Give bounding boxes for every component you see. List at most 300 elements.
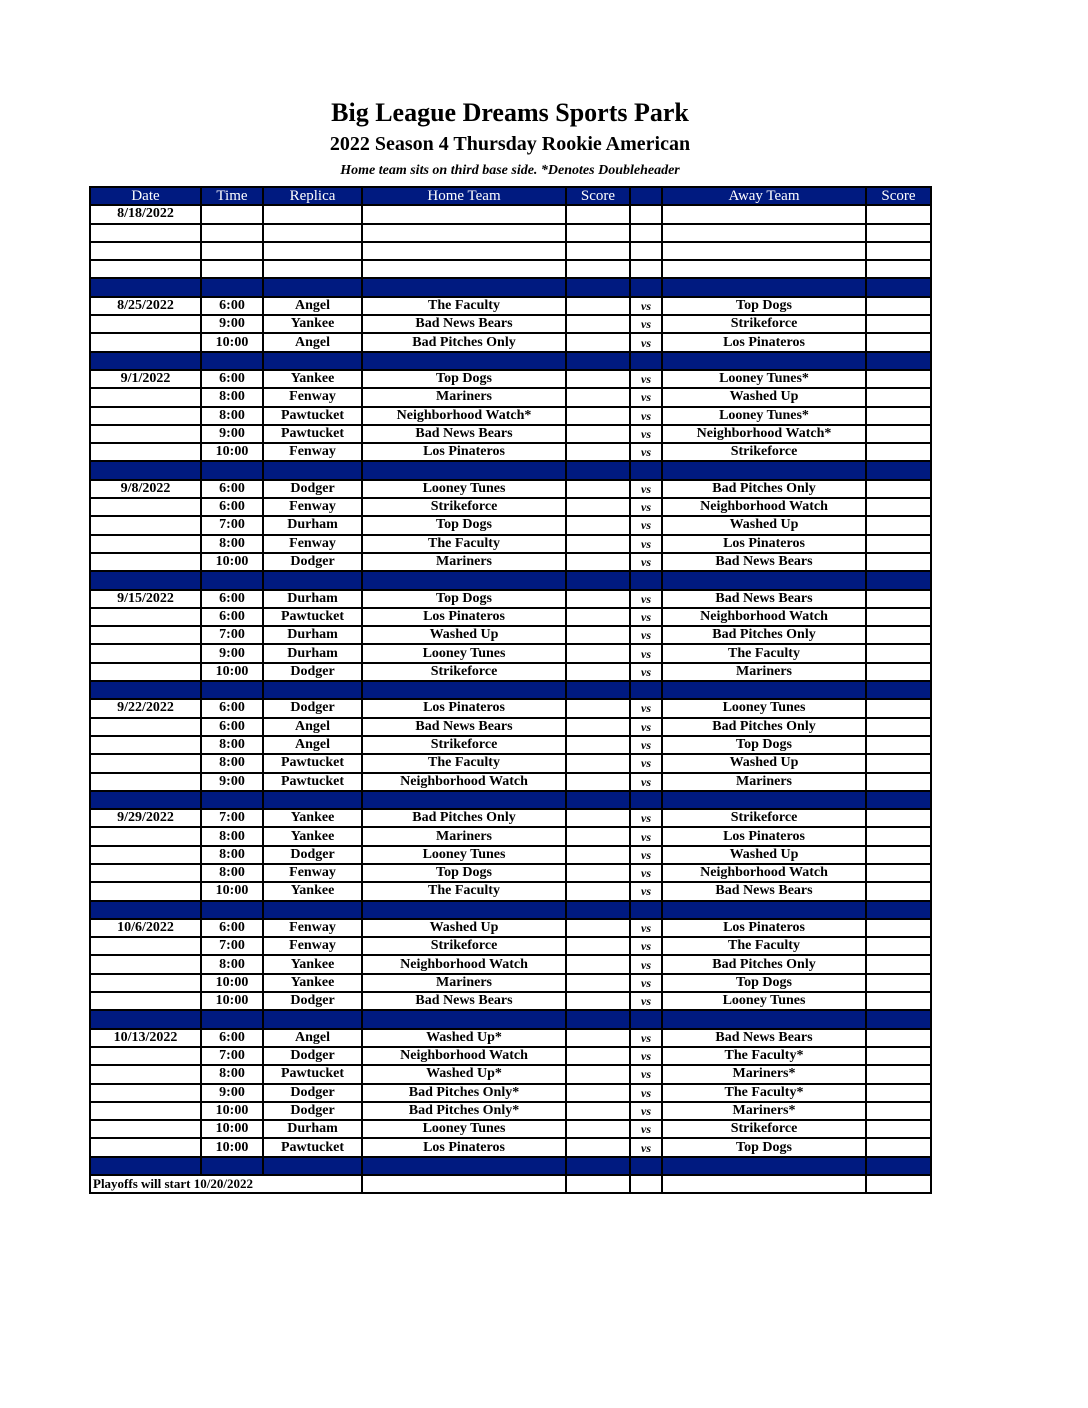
separator-cell <box>362 1157 566 1175</box>
table-row <box>90 535 931 553</box>
week-separator <box>90 571 931 589</box>
away-team-cell: Bad Pitches Only <box>662 718 866 736</box>
empty-cell <box>362 205 566 223</box>
separator-cell <box>263 901 362 919</box>
away-score-cell <box>866 333 931 351</box>
home-team-cell: The Faculty <box>362 882 566 900</box>
table-row <box>90 388 931 406</box>
week-separator <box>90 1157 931 1175</box>
empty-cell <box>662 205 866 223</box>
table-row <box>90 516 931 534</box>
empty-cell <box>662 1175 866 1193</box>
time-cell: 6:00 <box>201 699 263 717</box>
away-score-cell <box>866 846 931 864</box>
time-cell: 8:00 <box>201 955 263 973</box>
time-cell: 10:00 <box>201 1102 263 1120</box>
home-score-cell <box>566 443 630 461</box>
separator-cell <box>662 571 866 589</box>
time-cell: 6:00 <box>201 919 263 937</box>
home-score-cell <box>566 882 630 900</box>
time-cell: 6:00 <box>201 297 263 315</box>
home-score-cell <box>566 315 630 333</box>
separator-cell <box>263 571 362 589</box>
separator-cell <box>362 571 566 589</box>
vs-cell: vs <box>630 1120 662 1138</box>
vs-cell: vs <box>630 864 662 882</box>
away-score-cell <box>866 1065 931 1083</box>
date-cell: 9/1/2022 <box>90 370 201 388</box>
date-cell <box>90 224 201 242</box>
separator-cell <box>362 352 566 370</box>
separator-cell <box>866 571 931 589</box>
vs-cell: vs <box>630 1102 662 1120</box>
time-cell: 9:00 <box>201 644 263 662</box>
home-score-cell <box>566 919 630 937</box>
separator-cell <box>866 901 931 919</box>
date-cell: 8/25/2022 <box>90 297 201 315</box>
week-separator <box>90 681 931 699</box>
replica-cell: Fenway <box>263 388 362 406</box>
time-cell: 6:00 <box>201 718 263 736</box>
away-team-cell: The Faculty* <box>662 1047 866 1065</box>
away-team-cell: Washed Up <box>662 516 866 534</box>
date-cell <box>90 882 201 900</box>
vs-cell: vs <box>630 919 662 937</box>
away-score-cell <box>866 882 931 900</box>
time-cell: 7:00 <box>201 937 263 955</box>
away-team-cell: Strikeforce <box>662 1120 866 1138</box>
date-cell <box>90 425 201 443</box>
time-cell: 9:00 <box>201 315 263 333</box>
separator-cell <box>662 461 866 479</box>
home-score-cell <box>566 1047 630 1065</box>
home-team-cell: Washed Up <box>362 626 566 644</box>
replica-cell: Fenway <box>263 443 362 461</box>
date-cell <box>90 516 201 534</box>
vs-cell: vs <box>630 297 662 315</box>
separator-cell <box>201 461 263 479</box>
replica-cell: Yankee <box>263 827 362 845</box>
home-score-cell <box>566 827 630 845</box>
vs-cell: vs <box>630 644 662 662</box>
away-team-cell: Looney Tunes* <box>662 407 866 425</box>
separator-cell <box>263 1010 362 1028</box>
away-score-cell <box>866 626 931 644</box>
home-team-cell: Los Pinateros <box>362 608 566 626</box>
away-score-cell <box>866 590 931 608</box>
away-score-cell <box>866 535 931 553</box>
schedule-note: Home team sits on third base side. *Denotes Doubleheader <box>340 163 680 178</box>
vs-cell: vs <box>630 608 662 626</box>
date-cell <box>90 864 201 882</box>
playoffs-note: Playoffs will start 10/20/2022 <box>90 1175 362 1193</box>
separator-cell <box>566 571 630 589</box>
away-team-cell: Los Pinateros <box>662 827 866 845</box>
replica-cell: Angel <box>263 297 362 315</box>
week-separator <box>90 791 931 809</box>
home-score-cell <box>566 407 630 425</box>
empty-cell <box>566 1175 630 1193</box>
empty-cell <box>201 205 263 223</box>
date-cell <box>90 773 201 791</box>
date-cell <box>90 1084 201 1102</box>
table-row <box>90 205 931 223</box>
table-row <box>90 242 931 260</box>
home-score-cell <box>566 1120 630 1138</box>
home-team-cell: Bad News Bears <box>362 425 566 443</box>
replica-cell: Yankee <box>263 370 362 388</box>
date-cell <box>90 443 201 461</box>
away-team-cell: Mariners <box>662 773 866 791</box>
week-separator <box>90 901 931 919</box>
table-row <box>90 663 931 681</box>
home-score-cell <box>566 846 630 864</box>
date-cell <box>90 553 201 571</box>
home-score-cell <box>566 1029 630 1047</box>
away-score-cell <box>866 388 931 406</box>
date-cell: 9/22/2022 <box>90 699 201 717</box>
away-score-cell <box>866 498 931 516</box>
separator-cell <box>90 1010 201 1028</box>
separator-cell <box>90 352 201 370</box>
separator-cell <box>866 278 931 296</box>
home-team-cell: The Faculty <box>362 297 566 315</box>
separator-cell <box>201 571 263 589</box>
time-cell: 7:00 <box>201 626 263 644</box>
home-score-cell <box>566 809 630 827</box>
replica-cell: Fenway <box>263 864 362 882</box>
table-row <box>90 1138 931 1156</box>
home-team-cell: Mariners <box>362 827 566 845</box>
separator-cell <box>90 1157 201 1175</box>
replica-cell: Angel <box>263 718 362 736</box>
separator-cell <box>630 791 662 809</box>
home-team-cell: Los Pinateros <box>362 699 566 717</box>
away-team-cell: Bad Pitches Only <box>662 626 866 644</box>
table-row <box>90 827 931 845</box>
date-cell <box>90 736 201 754</box>
col-time: Time <box>201 187 263 205</box>
empty-cell <box>866 205 931 223</box>
time-cell: 10:00 <box>201 1120 263 1138</box>
date-cell <box>90 974 201 992</box>
away-score-cell <box>866 773 931 791</box>
home-score-cell <box>566 590 630 608</box>
empty-cell <box>630 1175 662 1193</box>
vs-cell: vs <box>630 315 662 333</box>
home-score-cell <box>566 736 630 754</box>
vs-cell: vs <box>630 1065 662 1083</box>
away-team-cell: Bad News Bears <box>662 553 866 571</box>
separator-cell <box>866 791 931 809</box>
home-team-cell: Bad Pitches Only <box>362 333 566 351</box>
table-row <box>90 1120 931 1138</box>
time-cell: 8:00 <box>201 388 263 406</box>
vs-cell: vs <box>630 773 662 791</box>
vs-cell: vs <box>630 937 662 955</box>
empty-cell <box>566 242 630 260</box>
time-cell: 10:00 <box>201 663 263 681</box>
week-separator <box>90 461 931 479</box>
col-home-score: Score <box>566 187 630 205</box>
table-row <box>90 425 931 443</box>
separator-cell <box>662 791 866 809</box>
home-score-cell <box>566 516 630 534</box>
separator-cell <box>201 681 263 699</box>
time-cell: 7:00 <box>201 516 263 534</box>
empty-cell <box>866 1175 931 1193</box>
home-team-cell: Strikeforce <box>362 736 566 754</box>
vs-cell: vs <box>630 516 662 534</box>
home-team-cell: Los Pinateros <box>362 443 566 461</box>
date-cell <box>90 1065 201 1083</box>
empty-cell <box>866 224 931 242</box>
home-score-cell <box>566 388 630 406</box>
replica-cell: Yankee <box>263 955 362 973</box>
replica-cell: Fenway <box>263 498 362 516</box>
away-team-cell: The Faculty* <box>662 1084 866 1102</box>
replica-cell: Pawtucket <box>263 1138 362 1156</box>
table-row <box>90 626 931 644</box>
replica-cell: Durham <box>263 1120 362 1138</box>
home-team-cell: Strikeforce <box>362 498 566 516</box>
separator-cell <box>263 681 362 699</box>
home-score-cell <box>566 370 630 388</box>
away-team-cell: Los Pinateros <box>662 919 866 937</box>
separator-cell <box>662 681 866 699</box>
away-team-cell: Neighborhood Watch <box>662 864 866 882</box>
home-team-cell: The Faculty <box>362 535 566 553</box>
separator-cell <box>630 461 662 479</box>
table-row <box>90 937 931 955</box>
table-row <box>90 480 931 498</box>
home-team-cell: Looney Tunes <box>362 480 566 498</box>
separator-cell <box>662 1157 866 1175</box>
replica-cell: Dodger <box>263 1084 362 1102</box>
home-team-cell: Strikeforce <box>362 937 566 955</box>
page-title: Big League Dreams Sports Park <box>331 98 689 127</box>
table-row <box>90 590 931 608</box>
table-row <box>90 333 931 351</box>
home-score-cell <box>566 626 630 644</box>
time-cell: 8:00 <box>201 827 263 845</box>
col-home-team: Home Team <box>362 187 566 205</box>
separator-cell <box>201 901 263 919</box>
replica-cell: Durham <box>263 626 362 644</box>
home-team-cell: Neighborhood Watch <box>362 773 566 791</box>
date-cell <box>90 1102 201 1120</box>
vs-cell: vs <box>630 498 662 516</box>
footer-row <box>90 1175 931 1193</box>
header-row <box>90 187 931 205</box>
replica-cell: Pawtucket <box>263 425 362 443</box>
home-score-cell <box>566 1084 630 1102</box>
table-row <box>90 846 931 864</box>
away-score-cell <box>866 937 931 955</box>
date-cell: 9/29/2022 <box>90 809 201 827</box>
time-cell: 9:00 <box>201 1084 263 1102</box>
vs-cell: vs <box>630 736 662 754</box>
date-cell <box>90 937 201 955</box>
away-score-cell <box>866 1029 931 1047</box>
replica-cell: Yankee <box>263 809 362 827</box>
table-row <box>90 315 931 333</box>
away-team-cell: Neighborhood Watch* <box>662 425 866 443</box>
home-score-cell <box>566 1138 630 1156</box>
table-row <box>90 1029 931 1047</box>
away-team-cell: Top Dogs <box>662 297 866 315</box>
separator-cell <box>566 1010 630 1028</box>
home-score-cell <box>566 1102 630 1120</box>
away-team-cell: Strikeforce <box>662 315 866 333</box>
vs-cell: vs <box>630 955 662 973</box>
separator-cell <box>201 791 263 809</box>
col-away-score: Score <box>866 187 931 205</box>
separator-cell <box>90 571 201 589</box>
away-score-cell <box>866 644 931 662</box>
away-score-cell <box>866 754 931 772</box>
replica-cell: Dodger <box>263 553 362 571</box>
separator-cell <box>90 681 201 699</box>
away-team-cell: Top Dogs <box>662 974 866 992</box>
away-team-cell: Top Dogs <box>662 736 866 754</box>
away-score-cell <box>866 370 931 388</box>
date-cell <box>90 992 201 1010</box>
home-team-cell: Bad News Bears <box>362 992 566 1010</box>
vs-cell: vs <box>630 718 662 736</box>
empty-cell <box>566 260 630 278</box>
time-cell: 6:00 <box>201 1029 263 1047</box>
time-cell: 8:00 <box>201 864 263 882</box>
replica-cell: Yankee <box>263 315 362 333</box>
home-score-cell <box>566 773 630 791</box>
away-score-cell <box>866 919 931 937</box>
vs-cell: vs <box>630 626 662 644</box>
away-team-cell: Mariners* <box>662 1065 866 1083</box>
home-score-cell <box>566 718 630 736</box>
separator-cell <box>201 1010 263 1028</box>
time-cell: 6:00 <box>201 370 263 388</box>
vs-cell: vs <box>630 1029 662 1047</box>
date-cell <box>90 718 201 736</box>
away-score-cell <box>866 718 931 736</box>
vs-cell: vs <box>630 663 662 681</box>
away-score-cell <box>866 1084 931 1102</box>
home-score-cell <box>566 480 630 498</box>
vs-cell: vs <box>630 846 662 864</box>
home-score-cell <box>566 608 630 626</box>
separator-cell <box>362 901 566 919</box>
separator-cell <box>866 1157 931 1175</box>
date-cell <box>90 388 201 406</box>
table-row <box>90 644 931 662</box>
vs-cell: vs <box>630 882 662 900</box>
away-team-cell: The Faculty <box>662 937 866 955</box>
away-team-cell: Looney Tunes <box>662 699 866 717</box>
separator-cell <box>263 1157 362 1175</box>
table-row <box>90 864 931 882</box>
vs-cell: vs <box>630 553 662 571</box>
replica-cell: Dodger <box>263 992 362 1010</box>
home-score-cell <box>566 974 630 992</box>
time-cell: 7:00 <box>201 1047 263 1065</box>
col-replica: Replica <box>263 187 362 205</box>
away-team-cell: Los Pinateros <box>662 333 866 351</box>
away-team-cell: Looney Tunes <box>662 992 866 1010</box>
date-cell <box>90 626 201 644</box>
away-score-cell <box>866 699 931 717</box>
replica-cell: Fenway <box>263 535 362 553</box>
col-away-team: Away Team <box>662 187 866 205</box>
replica-cell: Pawtucket <box>263 407 362 425</box>
away-score-cell <box>866 553 931 571</box>
col-vs <box>630 187 662 205</box>
separator-cell <box>201 352 263 370</box>
time-cell: 10:00 <box>201 333 263 351</box>
home-team-cell: Top Dogs <box>362 864 566 882</box>
separator-cell <box>630 571 662 589</box>
replica-cell: Durham <box>263 590 362 608</box>
separator-cell <box>362 461 566 479</box>
separator-cell <box>362 1010 566 1028</box>
empty-cell <box>630 260 662 278</box>
vs-cell: vs <box>630 535 662 553</box>
away-score-cell <box>866 1138 931 1156</box>
separator-cell <box>566 791 630 809</box>
vs-cell: vs <box>630 827 662 845</box>
home-score-cell <box>566 425 630 443</box>
separator-cell <box>362 681 566 699</box>
away-team-cell: Bad News Bears <box>662 590 866 608</box>
date-cell <box>90 260 201 278</box>
replica-cell: Fenway <box>263 919 362 937</box>
time-cell: 6:00 <box>201 498 263 516</box>
separator-cell <box>201 278 263 296</box>
home-team-cell: Washed Up <box>362 919 566 937</box>
home-team-cell: Looney Tunes <box>362 846 566 864</box>
home-score-cell <box>566 498 630 516</box>
vs-cell: vs <box>630 443 662 461</box>
separator-cell <box>566 461 630 479</box>
separator-cell <box>866 461 931 479</box>
separator-cell <box>662 352 866 370</box>
date-cell: 8/18/2022 <box>90 205 201 223</box>
time-cell: 8:00 <box>201 535 263 553</box>
home-score-cell <box>566 955 630 973</box>
home-team-cell: The Faculty <box>362 754 566 772</box>
away-team-cell: Bad Pitches Only <box>662 955 866 973</box>
away-team-cell: Looney Tunes* <box>662 370 866 388</box>
separator-cell <box>362 278 566 296</box>
empty-cell <box>263 260 362 278</box>
home-score-cell <box>566 992 630 1010</box>
replica-cell: Dodger <box>263 480 362 498</box>
vs-cell: vs <box>630 425 662 443</box>
table-row <box>90 718 931 736</box>
replica-cell: Pawtucket <box>263 773 362 791</box>
away-score-cell <box>866 425 931 443</box>
separator-cell <box>630 278 662 296</box>
time-cell: 6:00 <box>201 590 263 608</box>
table-row <box>90 974 931 992</box>
replica-cell: Fenway <box>263 937 362 955</box>
vs-cell: vs <box>630 370 662 388</box>
vs-cell: vs <box>630 974 662 992</box>
col-date: Date <box>90 187 201 205</box>
date-cell <box>90 754 201 772</box>
home-score-cell <box>566 1065 630 1083</box>
separator-cell <box>662 278 866 296</box>
